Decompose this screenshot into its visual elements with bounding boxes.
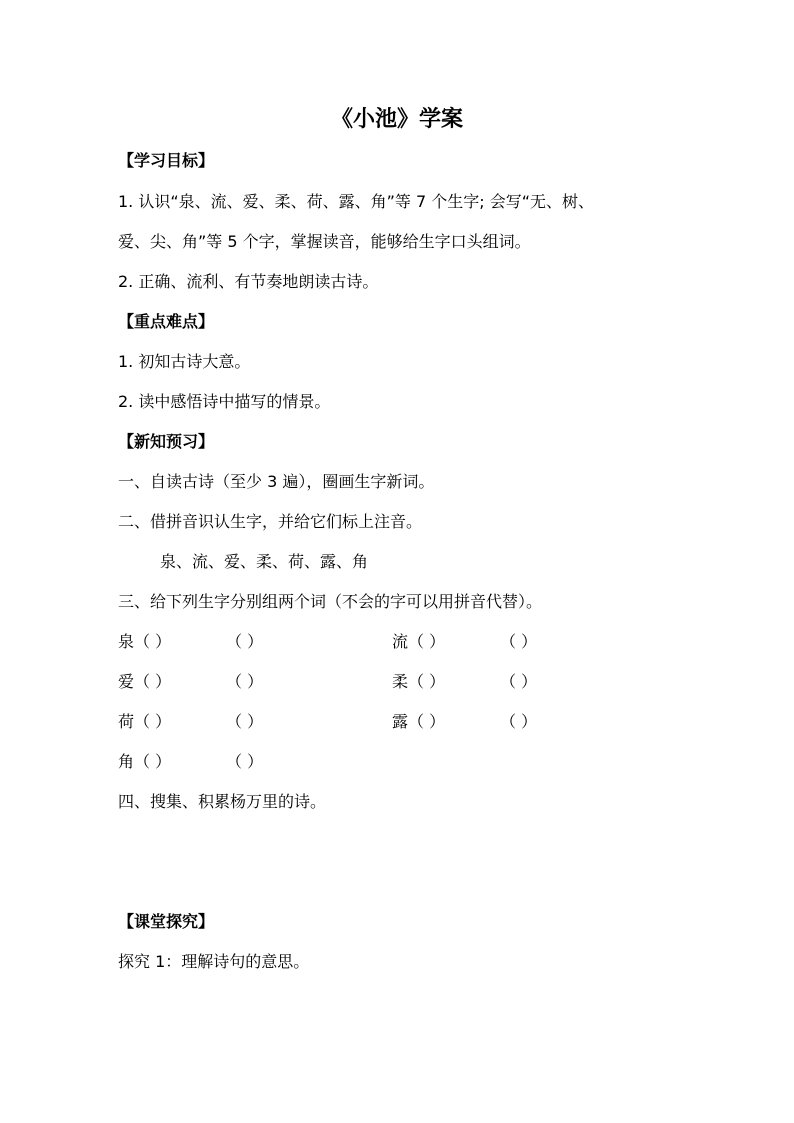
word-blank[interactable]: （ ） (500, 712, 538, 731)
key-points-heading: 【重点难点】 (118, 312, 215, 331)
word-blank[interactable]: （ ） (408, 672, 446, 691)
word-blank[interactable]: （ ） (134, 632, 172, 651)
key-points-item-2: 2. 读中感悟诗中描写的情景。 (118, 392, 331, 411)
word-blank[interactable]: （ ） (134, 672, 172, 691)
word-blank[interactable]: （ ） (226, 632, 264, 651)
preview-task-2-chars: 泉、流、爱、柔、荷、露、角 (160, 552, 369, 571)
word-blank[interactable]: （ ） (226, 752, 264, 771)
word-grid-char: 爱 (118, 672, 135, 691)
key-points-item-1: 1. 初知古诗大意。 (118, 352, 251, 371)
word-blank[interactable]: （ ） (226, 712, 264, 731)
word-grid-char: 柔 (392, 672, 409, 691)
goals-item-1-line-1: 1. 认识“泉、流、爱、柔、荷、露、角”等 7 个生字; 会写“无、树、 (118, 192, 595, 211)
inquiry-heading: 【课堂探究】 (118, 912, 215, 931)
preview-task-1: 一、自读古诗（至少 3 遍），圈画生字新词。 (118, 472, 435, 491)
preview-heading: 【新知预习】 (118, 432, 215, 451)
preview-task-2: 二、借拼音识认生字，并给它们标上注音。 (118, 512, 423, 531)
goals-heading: 【学习目标】 (118, 151, 215, 170)
goals-item-1-line-2: 爱、尖、角”等 5 个字，掌握读音，能够给生字口头组词。 (118, 232, 531, 251)
goals-item-2: 2. 正确、流利、有节奏地朗读古诗。 (118, 272, 379, 291)
word-grid-char: 角 (118, 752, 135, 771)
word-blank[interactable]: （ ） (408, 712, 446, 731)
inquiry-item-1: 探究 1：理解诗句的意思。 (118, 952, 310, 971)
preview-task-3: 三、给下列生字分别组两个词（不会的字可以用拼音代替）。 (118, 592, 543, 611)
page-title: 《小池》学案 (330, 107, 463, 132)
word-blank[interactable]: （ ） (408, 632, 446, 651)
word-blank[interactable]: （ ） (226, 672, 264, 691)
word-blank[interactable]: （ ） (134, 752, 172, 771)
word-grid-char: 露 (392, 712, 409, 731)
word-blank[interactable]: （ ） (500, 632, 538, 651)
word-grid-char: 荷 (118, 712, 135, 731)
word-blank[interactable]: （ ） (134, 712, 172, 731)
preview-task-4: 四、搜集、积累杨万里的诗。 (118, 792, 327, 811)
word-grid-char: 泉 (118, 632, 135, 651)
word-grid-char: 流 (392, 632, 409, 651)
word-blank[interactable]: （ ） (500, 672, 538, 691)
